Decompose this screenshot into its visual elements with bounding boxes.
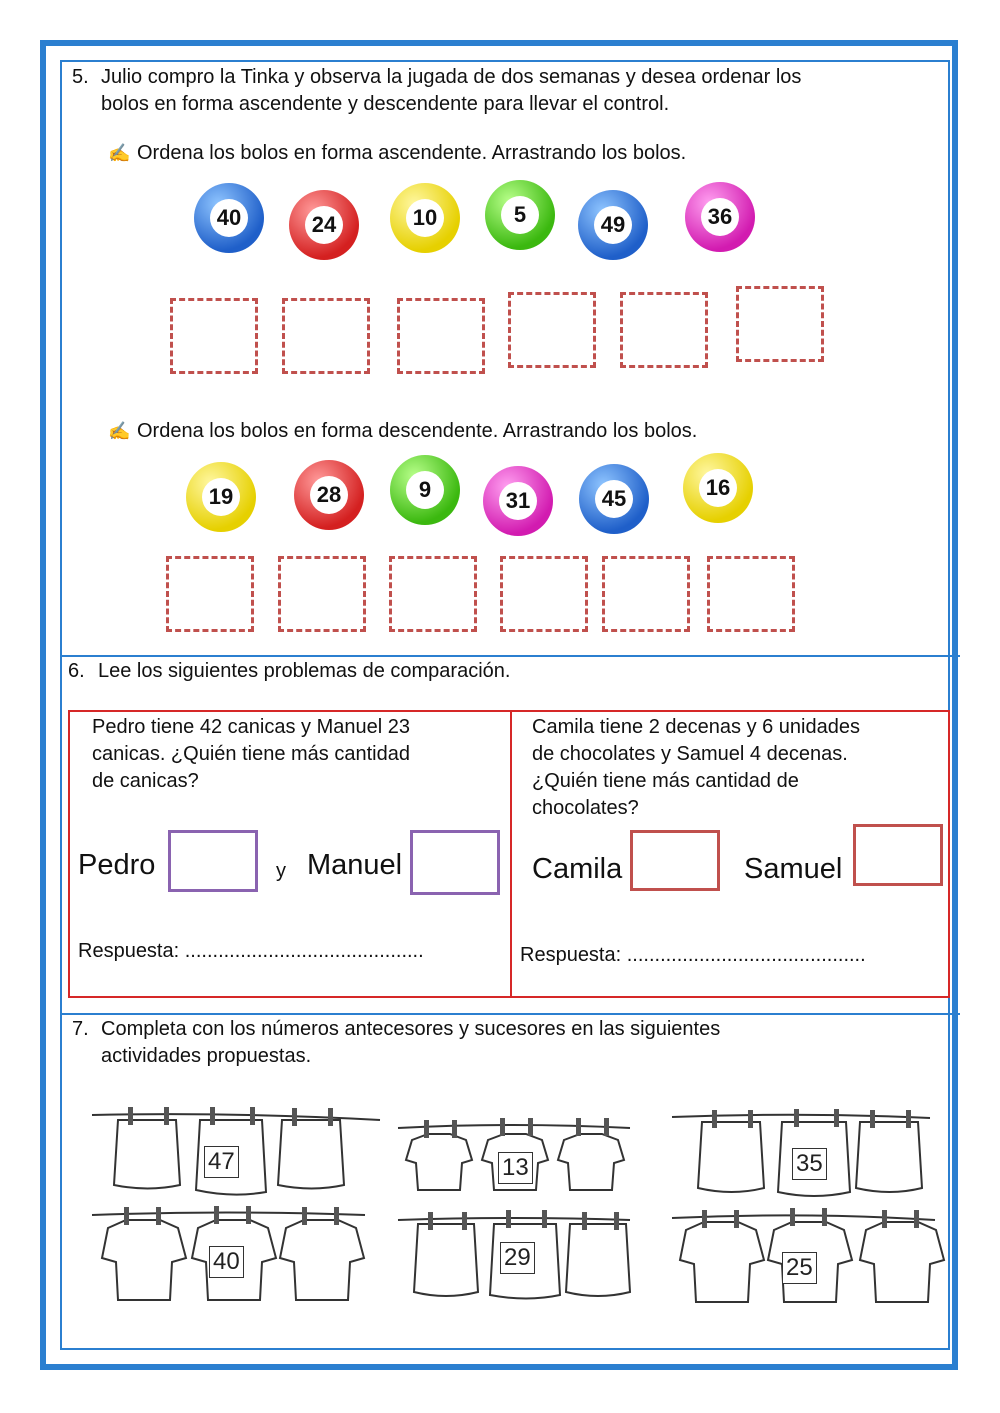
clothespin (702, 1210, 707, 1228)
clothes-number-tag: 29 (500, 1242, 535, 1274)
clothesline (672, 1115, 930, 1118)
label-pedro: Pedro (78, 849, 156, 881)
clothespin (506, 1210, 511, 1228)
shirt-shape (414, 1224, 478, 1296)
problem-text: chocolates? (532, 797, 639, 819)
clothespin (128, 1107, 133, 1125)
clothespin (328, 1108, 333, 1126)
label-manuel: Manuel (307, 849, 403, 881)
clothes-number-tag: 40 (209, 1246, 244, 1278)
lottery-ball[interactable]: 31 (483, 466, 553, 536)
clothespin (604, 1118, 609, 1136)
lottery-ball[interactable]: 16 (683, 453, 753, 523)
clothespin (334, 1207, 339, 1225)
clothes-number-tag: 35 (792, 1148, 827, 1180)
question-number: 7. (72, 1018, 89, 1040)
clothespin (210, 1107, 215, 1125)
pointing-hand-icon: ✍ (108, 421, 131, 441)
clothes-number-tag: 13 (498, 1152, 533, 1184)
clothespin (576, 1118, 581, 1136)
shirt-shape (856, 1122, 922, 1192)
lottery-ball[interactable]: 9 (390, 455, 460, 525)
shirt-shape (860, 1222, 944, 1302)
lottery-ball[interactable]: 10 (390, 183, 460, 253)
question-title: Lee los siguientes problemas de comparación. (98, 660, 511, 682)
question-text: Completa con los números antecesores y sucesores en las siguientes (101, 1018, 721, 1040)
shirt-shape (114, 1120, 180, 1189)
clothespin (712, 1110, 717, 1128)
clothespin (882, 1210, 887, 1228)
lottery-ball[interactable]: 19 (186, 462, 256, 532)
clothespin (214, 1206, 219, 1224)
question-text: Julio compro la Tinka y observa la jugada de dos semanas y desea ordenar los (101, 66, 802, 88)
clothespin (292, 1108, 297, 1126)
clothespin (914, 1210, 919, 1228)
lottery-ball[interactable]: 40 (194, 183, 264, 253)
clothespin (462, 1212, 467, 1230)
problem-text: Camila tiene 2 decenas y 6 unidades (532, 716, 860, 738)
clothespin (870, 1110, 875, 1128)
clothespin (822, 1208, 827, 1226)
clothesline (398, 1125, 630, 1128)
clothespin (156, 1207, 161, 1225)
answer-line: Respuesta: ........................................... (520, 944, 866, 966)
question-text: actividades propuestas. (101, 1045, 312, 1067)
question-number: 5. (72, 66, 89, 88)
conjunction: y (276, 860, 286, 882)
clothespin (906, 1110, 911, 1128)
clothespin (302, 1207, 307, 1225)
pointing-hand-icon: ✍ (108, 143, 131, 163)
clothespin (424, 1120, 429, 1138)
clothespin (794, 1109, 799, 1127)
shirt-shape (558, 1134, 624, 1190)
lottery-ball[interactable]: 36 (685, 182, 755, 252)
shirt-shape (680, 1222, 764, 1302)
lottery-ball[interactable]: 45 (579, 464, 649, 534)
lottery-ball[interactable]: 49 (578, 190, 648, 260)
question-text: bolos en forma ascendente y descendente para llevar el control. (101, 93, 670, 115)
clothespin (500, 1118, 505, 1136)
clothespin (528, 1118, 533, 1136)
lottery-ball[interactable]: 5 (485, 180, 555, 250)
clothespin (542, 1210, 547, 1228)
problem-text: canicas. ¿Quién tiene más cantidad (92, 743, 410, 765)
label-samuel: Samuel (744, 853, 843, 885)
clothespin (790, 1208, 795, 1226)
problem-text: de chocolates y Samuel 4 decenas. (532, 743, 848, 765)
shirt-shape (406, 1134, 472, 1190)
clothespin (246, 1206, 251, 1224)
clothespin (164, 1107, 169, 1125)
clothes-number-tag: 25 (782, 1252, 817, 1284)
shirt-shape (278, 1120, 344, 1189)
label-camila: Camila (532, 853, 623, 885)
shirt-shape (698, 1122, 764, 1192)
problem-text: de canicas? (92, 770, 199, 792)
problem-text: Pedro tiene 42 canicas y Manuel 23 (92, 716, 410, 738)
clothespin (748, 1110, 753, 1128)
question-number: 6. (68, 660, 85, 682)
lottery-ball[interactable]: 24 (289, 190, 359, 260)
clothespin (614, 1212, 619, 1230)
clothes-number-tag: 47 (204, 1146, 239, 1178)
clothesline (92, 1213, 365, 1216)
instruction-ascending: Ordena los bolos en forma ascendente. Arrastrando los bolos. (137, 142, 687, 164)
shirt-shape (102, 1220, 186, 1300)
lottery-ball[interactable]: 28 (294, 460, 364, 530)
clothesline (672, 1215, 935, 1220)
clothespin (834, 1109, 839, 1127)
shirt-shape (566, 1224, 630, 1296)
clothespin (582, 1212, 587, 1230)
clothespin (452, 1120, 457, 1138)
clothespin (734, 1210, 739, 1228)
answer-line: Respuesta: ........................................... (78, 940, 424, 962)
shirt-shape (280, 1220, 364, 1300)
clothespin (428, 1212, 433, 1230)
problem-text: ¿Quién tiene más cantidad de (532, 770, 799, 792)
clothespin (250, 1107, 255, 1125)
instruction-descending: Ordena los bolos en forma descendente. Arrastrando los bolos. (137, 420, 698, 442)
clothespin (124, 1207, 129, 1225)
